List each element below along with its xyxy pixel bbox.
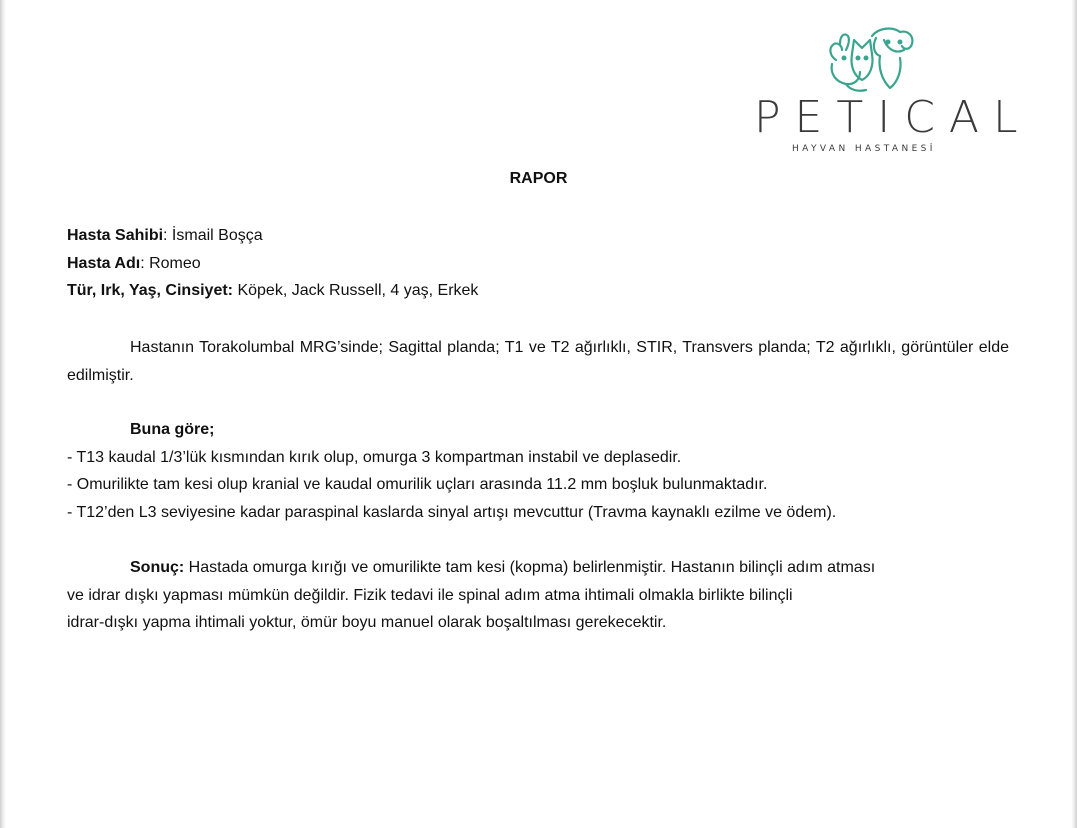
page-edge-right	[1071, 0, 1077, 828]
report-title: RAPOR	[509, 170, 568, 187]
findings-heading: Buna göre;	[130, 421, 215, 438]
owner-value: : İsmail Boşça	[163, 227, 263, 244]
finding-item: - Omurilikte tam kesi olup kranial ve kaudal omurilik uçları arasında 11.2 mm boşluk bulunmaktadır.	[67, 476, 768, 493]
findings-section	[67, 416, 1009, 526]
patient-line	[67, 250, 1009, 278]
owner-label: Hasta Sahibi	[67, 227, 164, 244]
conclusion-line: ve idrar dışkı yapması mümkün değildir. Fizik tedavi ile spinal adım atma ihtimali olmakla birlikte bilinçli	[67, 586, 793, 604]
species-label: Tür, Irk, Yaş, Cinsiyet:	[67, 282, 233, 299]
conclusion-text: Hastada omurga kırığı ve omurilikte tam kesi (kopma) belirlenmiştir. Hastanın bilinçli adım atması	[184, 559, 876, 576]
logo-subtitle: HAYVAN HASTANESİ	[792, 144, 936, 154]
species-value: Köpek, Jack Russell, 4 yaş, Erkek	[233, 282, 479, 299]
finding-item: - T12’den L3 seviyesine kadar paraspinal kaslarda sinyal artışı mevcuttur (Travma kaynaklı ezilme ve ödem).	[67, 503, 837, 521]
owner-line	[67, 222, 1009, 250]
pets-line-art-icon	[822, 20, 917, 95]
clinic-logo	[750, 18, 1032, 158]
patient-value: : Romeo	[140, 254, 201, 272]
logo-wordmark: PETICAL	[754, 92, 1032, 143]
patient-label: Hasta Adı	[67, 254, 141, 272]
finding-item: - T13 kaudal 1/3’lük kısmından kırık olup, omurga 3 kompartman instabil ve deplasedir.	[67, 448, 682, 466]
intro-paragraph: Hastanın Torakolumbal MRG’sinde; Sagittal planda; T1 ve T2 ağırlıklı, STIR, Transvers planda; T2 ağırlıklı, görüntüler elde edilmiştir.	[67, 339, 1009, 384]
species-line	[67, 277, 1009, 305]
conclusion-line	[67, 554, 1009, 582]
conclusion-line: idrar-dışkı yapma ihtimali yoktur, ömür boyu manuel olarak boşaltılması gerekecektir.	[67, 614, 667, 631]
page-edge-left	[0, 0, 6, 828]
conclusion-section	[67, 554, 1009, 637]
patient-info	[67, 222, 1009, 305]
conclusion-label: Sonuç:	[130, 559, 185, 576]
